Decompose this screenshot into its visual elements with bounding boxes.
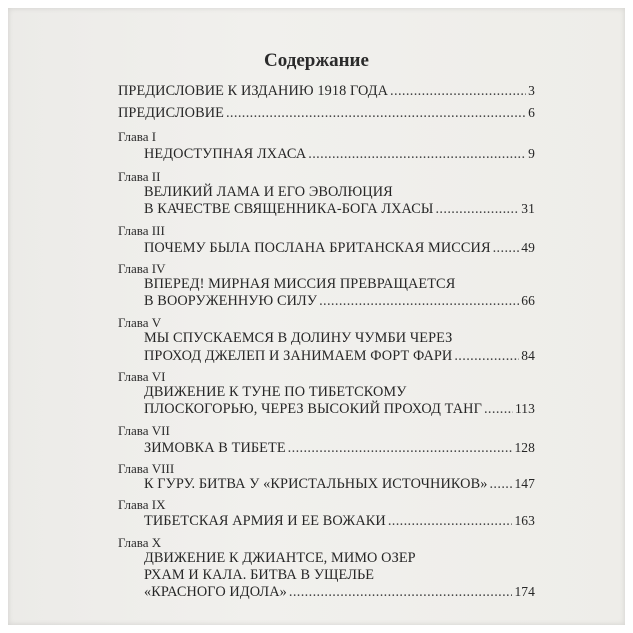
entry-text: ПЛОСКОГОРЬЮ, ЧЕРЕЗ ВЫСОКИЙ ПРОХОД ТАНГ	[144, 401, 482, 417]
chapter-label: Глава V	[118, 315, 162, 330]
dot-leader	[435, 201, 519, 218]
chapter-label: Глава VI	[118, 369, 166, 384]
page-number: 163	[514, 513, 535, 528]
entry-text: ПРЕДИСЛОВИЕ	[118, 105, 224, 121]
toc-entry-title-line	[118, 83, 535, 100]
toc-entry-title-line	[144, 401, 535, 418]
toc-entry-title-line	[144, 146, 535, 163]
toc-entry-title-line: ВЕЛИКИЙ ЛАМА И ЕГО ЭВОЛЮЦИЯ	[144, 184, 393, 200]
toc-title: Содержание	[264, 50, 369, 71]
toc-entry-title-line	[144, 293, 535, 310]
toc-entry-title-line	[144, 513, 535, 530]
entry-text: «КРАСНОГО ИДОЛА»	[144, 584, 287, 600]
chapter-label: Глава VII	[118, 423, 170, 438]
book-page	[8, 8, 625, 625]
entry-text: ЗИМОВКА В ТИБЕТЕ	[144, 440, 286, 456]
chapter-label: Глава IV	[118, 261, 166, 276]
page-number: 147	[514, 476, 535, 491]
entry-text: К ГУРУ. БИТВА У «КРИСТАЛЬНЫХ ИСТОЧНИКОВ»	[144, 476, 488, 492]
entry-text: НЕДОСТУПНАЯ ЛХАСА	[144, 146, 307, 162]
dot-leader	[226, 105, 526, 122]
page-number: 128	[514, 440, 535, 455]
dot-leader	[319, 293, 519, 310]
toc-entry-title-line	[118, 105, 535, 122]
toc-entry-title-line: ДВИЖЕНИЕ К ТУНЕ ПО ТИБЕТСКОМУ	[144, 384, 407, 400]
chapter-label: Глава IX	[118, 497, 166, 512]
toc-entry-title-line: ВПЕРЕД! МИРНАЯ МИССИЯ ПРЕВРАЩАЕТСЯ	[144, 276, 456, 292]
page-number: 49	[521, 240, 535, 255]
page-number: 84	[521, 348, 535, 363]
toc-entry-title-line: ДВИЖЕНИЕ К ДЖИАНТСЕ, МИМО ОЗЕР	[144, 550, 416, 566]
entry-text: В КАЧЕСТВЕ СВЯЩЕННИКА-БОГА ЛХАСЫ	[144, 201, 434, 217]
entry-text: В ВООРУЖЕННУЮ СИЛУ	[144, 293, 318, 309]
toc-entry-title-line	[144, 476, 535, 493]
toc-entry-title-line: МЫ СПУСКАЕМСЯ В ДОЛИНУ ЧУМБИ ЧЕРЕЗ	[144, 330, 453, 346]
dot-leader	[489, 476, 512, 493]
chapter-label: Глава X	[118, 535, 162, 550]
toc-entry-title-line	[144, 201, 535, 218]
toc-entry-title-line	[144, 440, 535, 457]
dot-leader	[454, 348, 519, 365]
chapter-label: Глава I	[118, 129, 157, 144]
dot-leader	[288, 440, 513, 457]
page-number: 174	[514, 584, 535, 599]
dot-leader	[308, 146, 526, 163]
page-number: 9	[528, 146, 535, 161]
toc-entry-title-line: РХАМ И КАЛА. БИТВА В УЩЕЛЬЕ	[144, 567, 375, 583]
toc-entry-title-line	[144, 348, 535, 365]
dot-leader	[388, 513, 513, 530]
page-number: 113	[514, 401, 535, 416]
dot-leader	[390, 83, 526, 100]
entry-text: ПРОХОД ДЖЕЛЕП И ЗАНИМАЕМ ФОРТ ФАРИ	[144, 348, 453, 364]
page-number: 6	[528, 105, 535, 120]
entry-text: ТИБЕТСКАЯ АРМИЯ И ЕЕ ВОЖАКИ	[144, 513, 386, 529]
page-number: 66	[521, 293, 535, 308]
entry-text: ПОЧЕМУ БЫЛА ПОСЛАНА БРИТАНСКАЯ МИССИЯ	[144, 240, 491, 256]
page-number: 3	[528, 83, 535, 98]
dot-leader	[289, 584, 513, 601]
dot-leader	[484, 401, 513, 418]
chapter-label: Глава III	[118, 223, 165, 238]
dot-leader	[493, 240, 520, 257]
entry-text: ПРЕДИСЛОВИЕ К ИЗДАНИЮ 1918 ГОДА	[118, 83, 389, 99]
page-number: 31	[521, 201, 535, 216]
chapter-label: Глава VIII	[118, 461, 175, 476]
toc-entry-title-line	[144, 584, 535, 601]
toc-entry-title-line	[144, 240, 535, 257]
chapter-label: Глава II	[118, 169, 161, 184]
